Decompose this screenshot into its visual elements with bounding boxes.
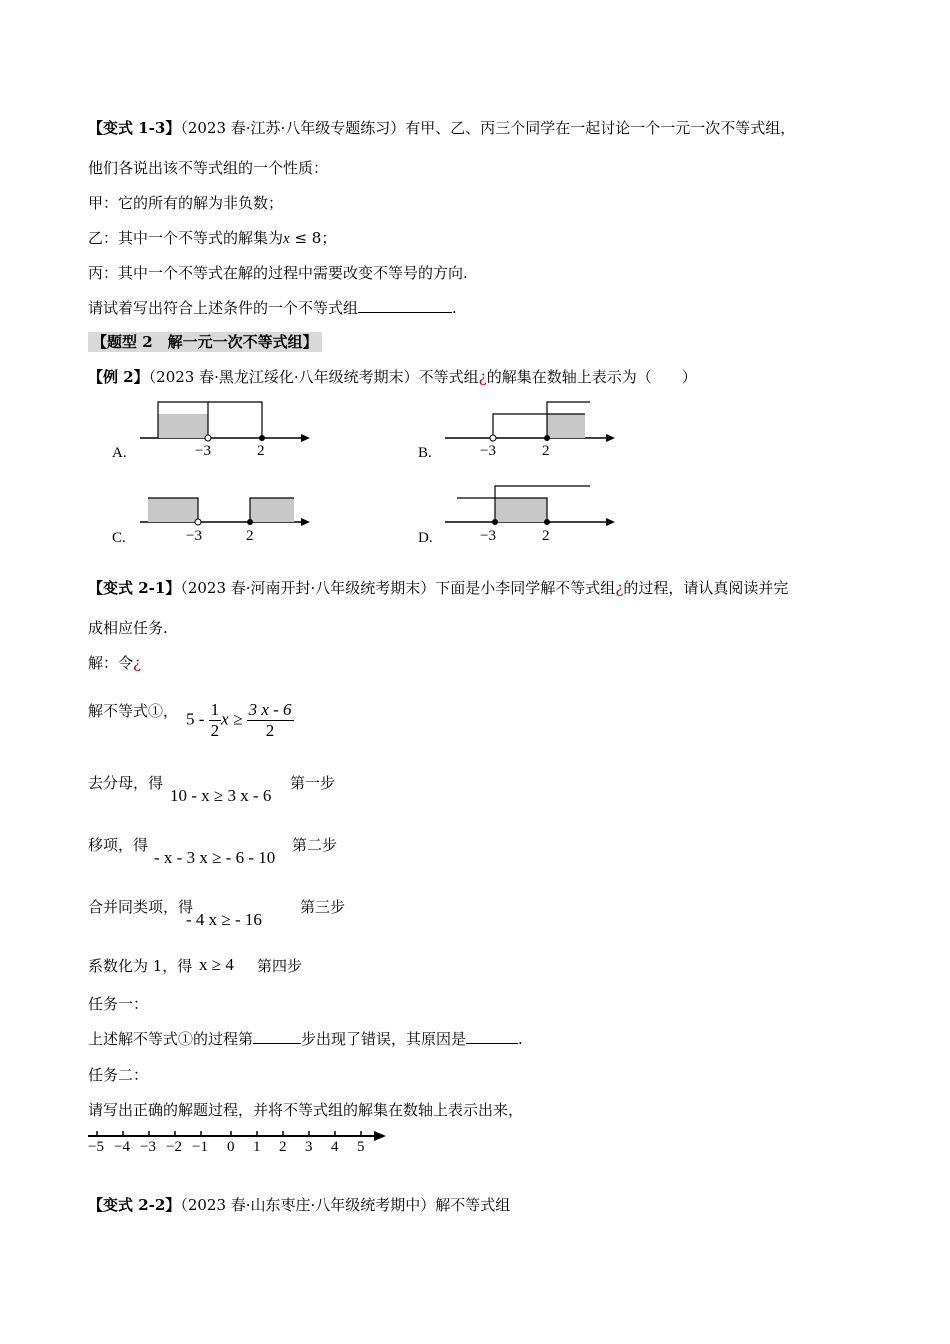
- step2-label: 移项，得: [88, 836, 149, 854]
- step4-label: 系数化为 1，得: [88, 957, 193, 975]
- task2-number-line[interactable]: [88, 1127, 388, 1145]
- variant-2-2-tag: 【变式 2-2】: [88, 1196, 181, 1214]
- tick-label: −4: [114, 1139, 130, 1155]
- step2-math: - x - 3 x ≥ - 6 - 10: [154, 848, 276, 867]
- option-b-tick-neg3: −3: [480, 443, 496, 459]
- step4-step: 第四步: [257, 957, 303, 975]
- task1-title: 任务一：: [88, 995, 149, 1013]
- tick-label: −1: [192, 1139, 208, 1155]
- tick-label: −2: [166, 1139, 182, 1155]
- example-2-tag: 【例 2】: [88, 368, 149, 386]
- tick-label: 0: [227, 1139, 235, 1155]
- variant-2-1-line2: 成相应任务.: [88, 619, 168, 637]
- section-title-type2: 【题型 2 解一元一次不等式组】: [88, 332, 322, 352]
- variant-1-3-tag: 【变式 1-3】: [88, 119, 181, 137]
- option-a-tick-neg3: −3: [195, 443, 211, 459]
- option-b-tick-2: 2: [542, 443, 550, 459]
- step2-step: 第二步: [292, 836, 338, 854]
- example-2-line: 【例 2】（2023 春·黑龙江绥化·八年级统考期末）不等式组¿的解集在数轴上表示为（ ）: [88, 368, 697, 386]
- step1-step: 第一步: [290, 774, 336, 792]
- question-ask: 请试着写出符合上述条件的一个不等式组 .: [88, 299, 457, 317]
- step1-label: 去分母，得: [88, 774, 164, 792]
- statement-bing: 丙：其中一个不等式在解的过程中需要改变不等号的方向.: [88, 264, 468, 282]
- option-b-number-line: [445, 396, 625, 446]
- option-c-number-line: [140, 482, 320, 532]
- task1-reason-blank[interactable]: [466, 1029, 518, 1044]
- tick-label: 4: [331, 1139, 339, 1155]
- step0-label: 解不等式①，: [88, 702, 179, 720]
- option-c-tick-2: 2: [246, 528, 254, 544]
- task2-title: 任务二：: [88, 1066, 149, 1084]
- variant-1-3-line2: 他们各说出该不等式组的一个性质：: [88, 159, 329, 177]
- variant-2-1-tag: 【变式 2-1】: [88, 579, 181, 597]
- option-a-letter[interactable]: A.: [112, 445, 127, 461]
- option-a-tick-2: 2: [257, 443, 265, 459]
- tick-label: 2: [279, 1139, 287, 1155]
- tick-label: 5: [357, 1139, 365, 1155]
- option-a-number-line: [140, 396, 320, 446]
- option-d-tick-2: 2: [542, 528, 550, 544]
- fraction-rhs: $\frac{3 x - 6}{2}$: [248, 700, 292, 740]
- step1-math: 10 - x ≥ 3 x - 6: [170, 786, 272, 805]
- solution-intro: 解：令¿: [88, 654, 142, 672]
- step3-step: 第三步: [300, 898, 346, 916]
- variant-2-1-line1: 【变式 2-1】（2023 春·河南开封·八年级统考期末）下面是小李同学解不等式组¿的过程，请认真阅读并完: [88, 579, 789, 597]
- tick-label: −3: [140, 1139, 156, 1155]
- statement-yi: 乙：其中一个不等式的解集为x ≤ 8；: [88, 229, 337, 247]
- task1-step-blank[interactable]: [253, 1029, 301, 1044]
- variant-1-3-line1: 【变式 1-3】（2023 春·江苏·八年级专题练习）有甲、乙、丙三个同学在一起讨论一个一元一次不等式组，: [88, 119, 796, 137]
- task1-question: 上述解不等式①的过程第 步出现了错误，其原因是 .: [88, 1030, 523, 1048]
- step3-label: 合并同类项，得: [88, 898, 194, 916]
- tick-label: 1: [253, 1139, 261, 1155]
- option-b-letter[interactable]: B.: [418, 445, 432, 461]
- task2-text: 请写出正确的解题过程，并将不等式组的解集在数轴上表示出来，: [88, 1101, 524, 1119]
- step4-math: x ≥ 4: [199, 955, 234, 974]
- fraction-half: $\frac{1}{2}$: [210, 700, 220, 740]
- option-c-letter[interactable]: C.: [112, 530, 126, 546]
- answer-blank[interactable]: [358, 298, 452, 313]
- tick-label: −5: [88, 1139, 104, 1155]
- step0-inequality: 5 - $\frac{1}{2}$ x ≥ $\frac{3 x - 6}{2}$: [186, 700, 292, 740]
- option-d-tick-neg3: −3: [480, 528, 496, 544]
- option-d-letter[interactable]: D.: [418, 530, 433, 546]
- statement-jia: 甲：它的所有的解为非负数；: [88, 194, 284, 212]
- step3-math: - 4 x ≥ - 16: [186, 910, 262, 929]
- tick-label: 3: [305, 1139, 313, 1155]
- option-d-number-line: [445, 482, 625, 532]
- variant-2-2-line: 【变式 2-2】（2023 春·山东枣庄·八年级统考期中）解不等式组: [88, 1196, 511, 1214]
- option-c-tick-neg3: −3: [186, 528, 202, 544]
